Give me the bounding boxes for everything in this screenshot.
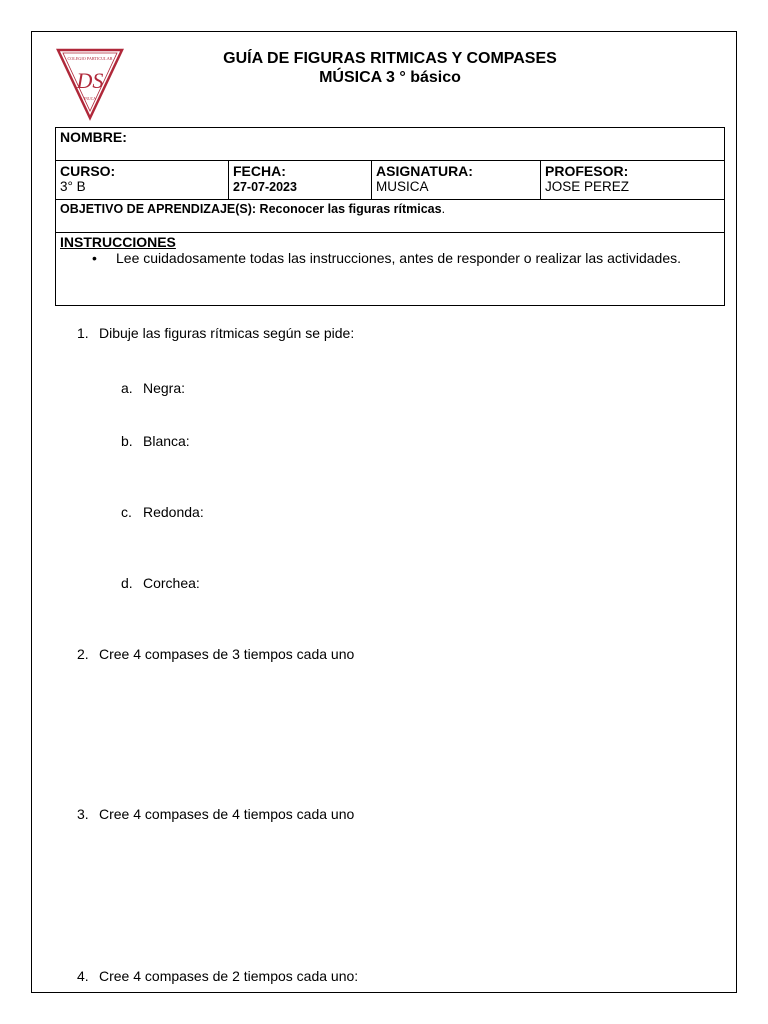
question-3	[77, 806, 354, 822]
subitem-letter: a.	[121, 380, 133, 396]
subitem-text: Blanca:	[143, 433, 190, 449]
document-subtitle: MÚSICA 3 ° básico	[319, 69, 461, 86]
fecha-cell	[229, 161, 372, 199]
curso-cell	[56, 161, 229, 199]
svg-text:DS: DS	[76, 68, 104, 93]
subitem-text: Redonda:	[143, 504, 204, 520]
fecha-label: FECHA:	[233, 163, 286, 179]
question-2	[77, 646, 354, 662]
question-text: Dibuje las figuras rítmicas según se pide:	[99, 325, 355, 341]
objetivo-text: OBJETIVO DE APRENDIZAJE(S): Reconocer las figuras rítmicas	[60, 202, 442, 216]
profesor-label: PROFESOR:	[545, 163, 629, 179]
objetivo-period: .	[441, 202, 446, 216]
subitem-letter: d.	[121, 575, 133, 591]
subitem-text: Corchea:	[143, 575, 200, 591]
subitem-letter: b.	[121, 433, 133, 449]
bullet-icon: •	[92, 250, 97, 266]
question-number: 1.	[77, 325, 89, 341]
instructions-row	[56, 233, 724, 305]
asignatura-cell	[372, 161, 541, 199]
subitem-d	[121, 575, 200, 591]
profesor-cell	[541, 161, 724, 199]
asignatura-label: ASIGNATURA:	[376, 163, 473, 179]
svg-text:COLEGIO PARTICULAR: COLEGIO PARTICULAR	[67, 56, 113, 61]
fecha-value: 27-07-2023	[233, 180, 297, 194]
subitem-text: Negra:	[143, 380, 186, 396]
instructions-title: INSTRUCCIONES	[60, 234, 176, 250]
document-title: GUÍA DE FIGURAS RITMICAS Y COMPASES	[223, 50, 557, 67]
question-number: 3.	[77, 806, 89, 822]
subitem-letter: c.	[121, 504, 132, 520]
question-number: 2.	[77, 646, 89, 662]
fields-row	[56, 161, 724, 200]
question-text: Cree 4 compases de 3 tiempos cada uno	[99, 646, 355, 662]
question-4	[77, 968, 358, 984]
subitem-c	[121, 504, 204, 520]
question-number: 4.	[77, 968, 89, 984]
asignatura-value: MUSICA	[376, 179, 429, 194]
curso-label: CURSO:	[60, 163, 116, 179]
student-info-table	[55, 127, 725, 306]
question-text: Cree 4 compases de 2 tiempos cada uno:	[99, 968, 359, 984]
school-crest-logo	[55, 42, 125, 122]
objetivo-row	[56, 200, 724, 233]
subitem-a	[121, 380, 185, 396]
subitem-b	[121, 433, 190, 449]
nombre-row[interactable]	[56, 128, 724, 161]
instruction-item	[92, 250, 720, 266]
profesor-value: JOSE PEREZ	[545, 179, 630, 194]
nombre-label: NOMBRE:	[60, 129, 127, 145]
question-text: Cree 4 compases de 4 tiempos cada uno	[99, 806, 355, 822]
svg-text:INUCA: INUCA	[83, 97, 97, 101]
instruction-text: Lee cuidadosamente todas las instrucciones, antes de responder o realizar las actividades.	[116, 250, 681, 266]
question-1	[77, 325, 354, 341]
curso-value: 3° B	[60, 179, 86, 194]
